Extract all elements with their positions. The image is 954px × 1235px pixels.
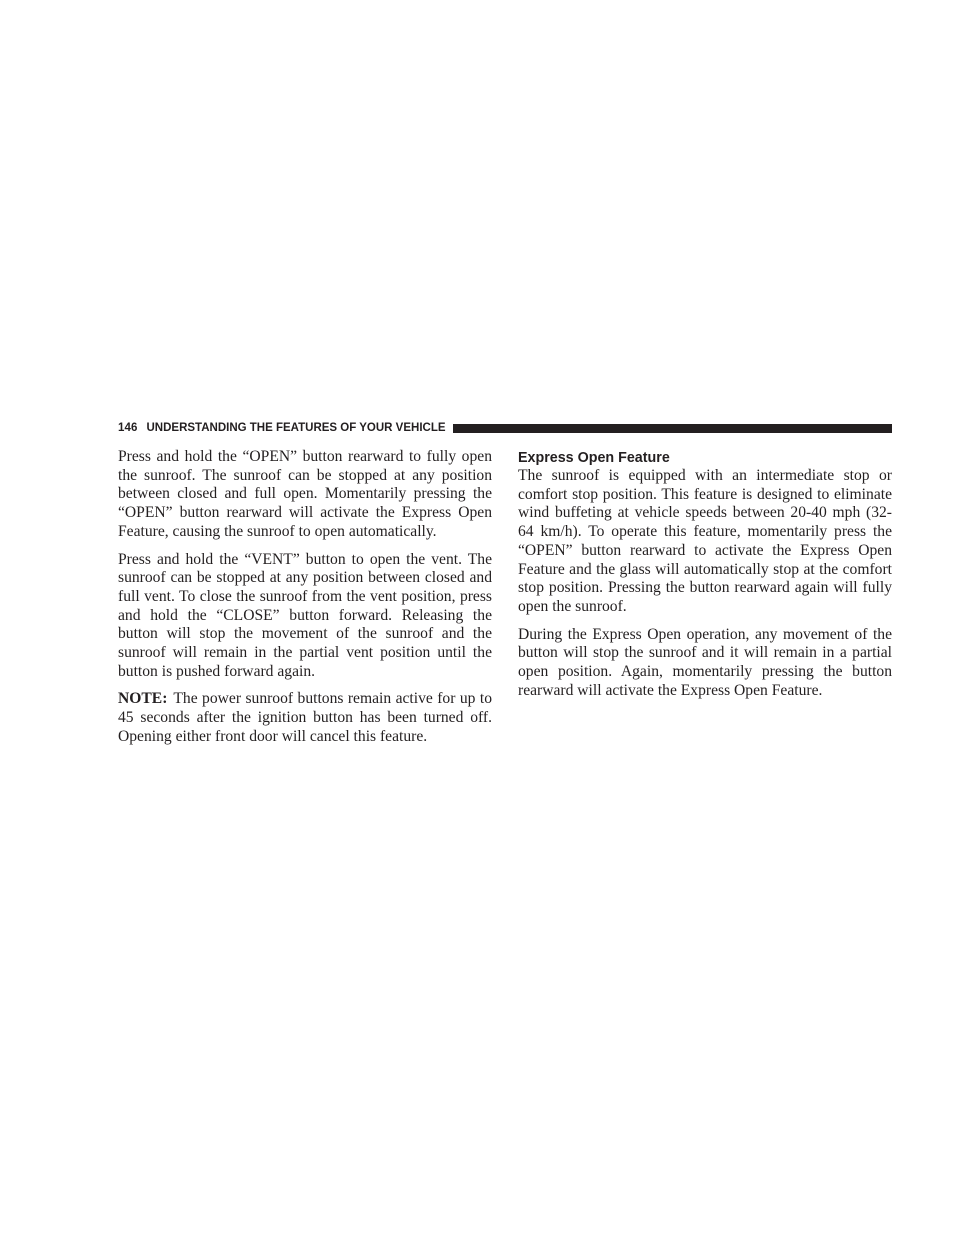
open-instructions-paragraph: Press and hold the “OPEN” button rearward to fully open the sunroof. The sunroof can be stopped at any position between closed and full open. Momentarily pressing the “OPEN” button rearward will activate the Express Open Feature, causing the sunroof to open automatically. xyxy=(118,448,492,540)
express-open-operation-paragraph: During the Express Open operation, any movement of the button will stop the sunroof and it will remain in a partial open position. Again, momentarily pressing the button rearward will activate the Express Open Feature. xyxy=(518,625,892,699)
note-text: The power sunroof buttons remain active for up to 45 seconds after the ignition button has been turned off. Opening either front door will cancel this feature. xyxy=(118,690,492,745)
page-header xyxy=(118,420,892,436)
right-column xyxy=(518,448,892,709)
header-rule xyxy=(453,424,892,433)
express-open-description-paragraph: The sunroof is equipped with an intermediate stop or comfort stop position. This feature is designed to eliminate wind buffeting at vehicle speeds between 20-40 mph (32-64 km/h). To operate this feature, momentarily press the “OPEN” button rearward to activate the Express Open Feature and the glass will automatically stop at the comfort stop position. Pressing the button rearward again will fully open the sunroof. xyxy=(518,467,892,615)
running-title: UNDERSTANDING THE FEATURES OF YOUR VEHICLE xyxy=(146,422,446,434)
note-paragraph xyxy=(118,690,492,746)
vent-instructions-paragraph: Press and hold the “VENT” button to open the vent. The sunroof can be stopped at any position between closed and full vent. To close the sunroof from the vent position, press and hold the “CLOSE” button forward. Releasing the button will stop the movement of the sunroof and the sunroof will remain in the partial vent position until the button is pushed forward again. xyxy=(118,550,492,680)
page-number: 146 xyxy=(118,422,138,434)
section-heading: Express Open Feature xyxy=(518,450,670,466)
left-column xyxy=(118,448,492,756)
note-label: NOTE: xyxy=(118,690,168,708)
